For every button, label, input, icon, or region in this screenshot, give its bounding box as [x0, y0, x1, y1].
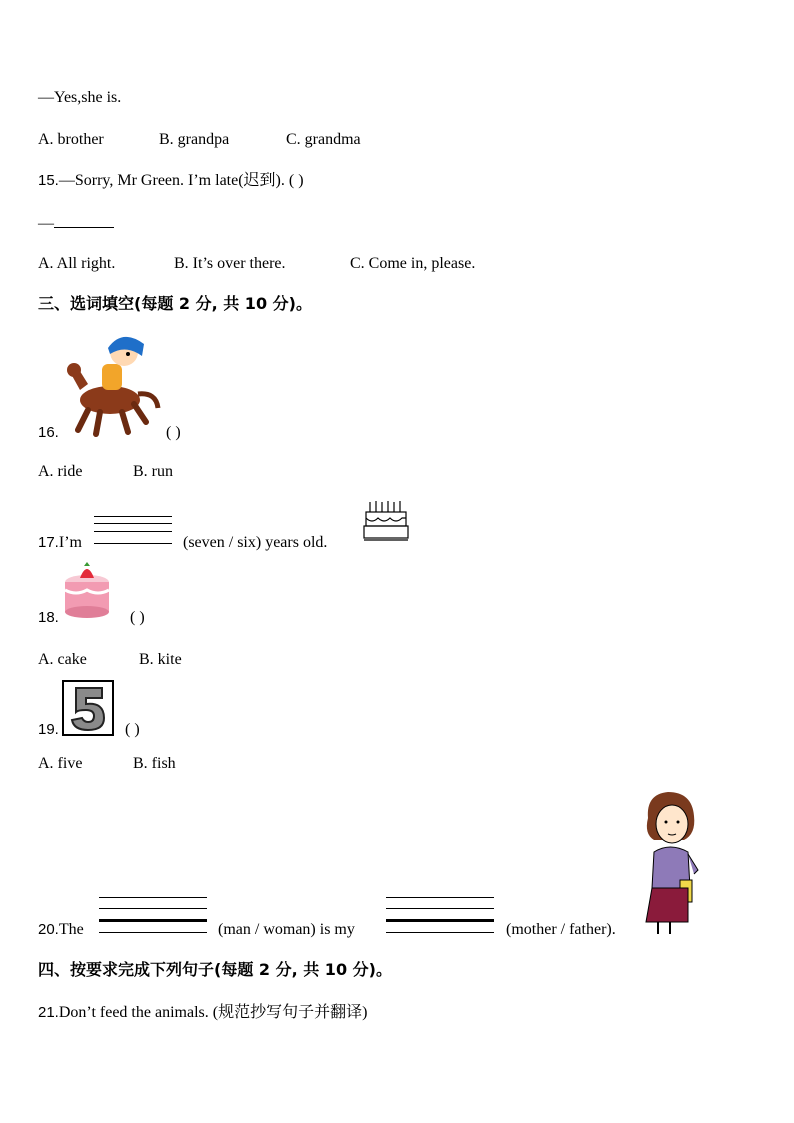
q19-option-a: A. five [38, 755, 83, 772]
q15-question-line [38, 171, 304, 191]
q18-number: 18. [38, 609, 59, 626]
horse-rider-image [66, 330, 162, 440]
number-five-image [62, 680, 114, 736]
q21-text: Don’t feed the animals. [58, 1004, 209, 1021]
q15-question: —Sorry, Mr Green. I’m late(迟到). ( ) [58, 172, 304, 189]
q16-answer-paren[interactable]: ( ) [166, 424, 181, 441]
q19-number: 19. [38, 721, 59, 738]
strawberry-cake-image [62, 560, 112, 620]
q15-option-b: B. It’s over there. [174, 255, 286, 272]
q20-suffix: (mother / father). [506, 921, 616, 938]
q15-option-c: C. Come in, please. [350, 255, 476, 272]
q16-number: 16. [38, 424, 59, 441]
q14-option-b: B. grandpa [159, 131, 230, 148]
q15-reply-line [38, 213, 114, 234]
q21-line [38, 1003, 367, 1023]
q17-suffix: (seven / six) years old. [183, 534, 328, 551]
q17-number: 17. [38, 534, 59, 551]
q17-prefix: I’m [58, 534, 82, 551]
q18-option-a: A. cake [38, 651, 87, 668]
q14-option-a: A. brother [38, 131, 104, 148]
q20-prefix-line [38, 920, 84, 940]
section-3-title: 三、选词填空(每题 2 分, 共 10 分)。 [38, 294, 312, 313]
q21-note: (规范抄写句子并翻译) [212, 1004, 368, 1021]
woman-image [640, 790, 706, 938]
q19-answer-paren[interactable]: ( ) [125, 721, 140, 738]
q14-option-c: C. grandma [286, 131, 361, 148]
birthday-cake-icon [362, 498, 410, 546]
q15-number: 15. [38, 172, 59, 189]
q16-option-a: A. ride [38, 463, 83, 480]
q18-answer-paren[interactable]: ( ) [130, 609, 145, 626]
q15-answer-blank[interactable] [54, 213, 114, 228]
q15-option-a: A. All right. [38, 255, 116, 272]
section-4-title: 四、按要求完成下列句子(每题 2 分, 共 10 分)。 [38, 960, 392, 979]
q15-dash: — [38, 215, 54, 232]
q20-number: 20. [38, 921, 59, 938]
q20-prefix: The [58, 921, 84, 938]
q19-option-b: B. fish [133, 755, 176, 772]
q17-prefix-line [38, 533, 82, 553]
q18-option-b: B. kite [139, 651, 182, 668]
q20-middle: (man / woman) is my [218, 921, 355, 938]
q14-answer-line: —Yes,she is. [38, 89, 122, 106]
q16-option-b: B. run [133, 463, 173, 480]
q21-number: 21. [38, 1004, 59, 1021]
